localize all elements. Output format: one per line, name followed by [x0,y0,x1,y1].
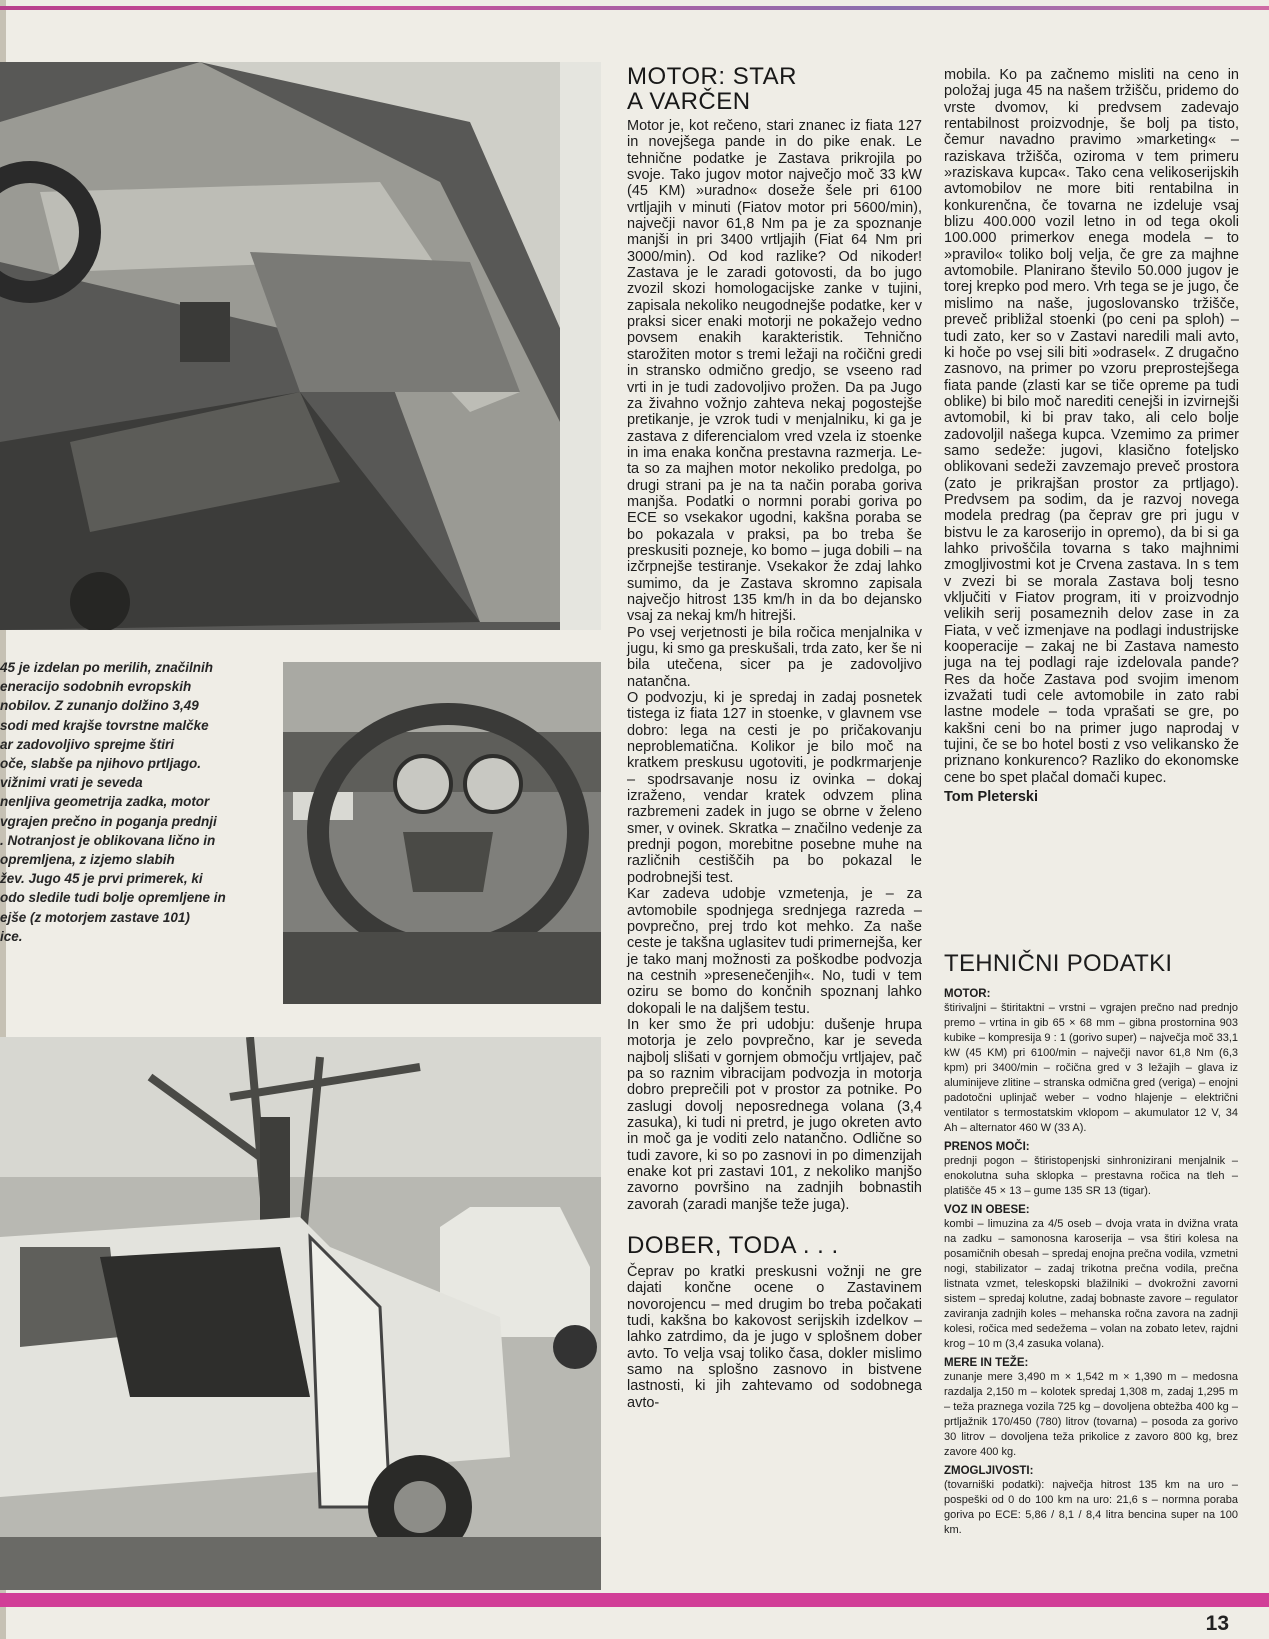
paragraph: Čeprav po kratki preskusni vožnji ne gre dajati končne ocene o Zastavinem novorojencu – med drugim bo treba počakati tudi, kakšna bo kakovost serijskih izdelkov – lahko zatrdimo, da je jugo v splošnem dober avto. To velja vsaj toliko časa, dokler mislimo samo na splošno zasnovo in bistvene lastnosti, ki jih zahtevamo od sodobnega avto- [627,1264,922,1411]
paragraph: mobila. Ko pa začnemo misliti na ceno in položaj juga 45 na našem tržišču, pridemo do vrste dvomov, ki predvsem zadevajo rentabilnost proizvodnje, še bolj pa tisto, čemur navadno pravimo »marketing« – raziskava tržišča, oziroma v tem primeru »raziskava kupca«. Tako cena velikoserijskih avtomobilov ne more biti rentabilna in konkurenčna, če tovarna ne izdeluje vsaj blizu 400.000 vozil letno in od tega okoli 100.000 primerkov enega modela – to »pravilo« toliko bolj velja, če gre za majhne avtomobile. Planirano število 50.000 jugov je torej krepko pod mero. Vrh tega se je jugo, če mislimo na naše, jugoslovansko tržišče, preveč približal stoenki (po ceni pa sploh) – tudi zato, ker so v Zastavi naredili mali avto, ki hoče po vsej sili biti »odrasel«. Z drugačno zasnovo, na primer po vzoru preprostejšega fiata pande (zlasti kar se tiče opreme pa tudi oblike) bi bilo moč narediti cenejši in izvirnejši avtomobil, ki bi prav tako, ali celo bolje zadovoljil našega kupca. Vzemimo za primer samo sedeže: jugovi, klasično foteljsko oblikovani sedeži zavzemajo preveč prostora (zato je prikrajšan prostor za prtljago). Predvsem pa sodim, da je razvoj novega modela predrag (pa čeprav gre pri jugu v bistvu le za karoserijo in opremo), da bi si ga lahko privoščila tovarna s tako majhnimi zmogljivostmi kot je Crvena zastava. In s tem v zvezi bi se morala Zastava bolj tesno vključiti v Fiatov program, iti v proizvodnjo velikih serij posameznih delov zase in za Fiata, v več izmenjave na podlagi industrijske kooperacije – zakaj ne bi Zastava namesto juga na tej podlagi raje izdelovala pande? Res da hoče Zastava pod svojim imenom izvažati tudi cele avtomobile in zato rabi lastne modele – toda vprašati se gre, po kakšni ceni bo na primer jugo naprodaj v tujini, če se bo hotel bosti z vso velikansko že priznano konkurenco? Razliko do ekonomske cene bo spet plačal domači kupec. [944,67,1239,786]
tech-heading: PRENOS MOČI: [944,1141,1030,1153]
caption-line: opremljena, z izjemo slabih [0,852,175,868]
caption-line: oče, slabše pa njihovo prtljago. [0,756,202,772]
caption-line: vižnimi vrati je seveda [0,775,143,791]
tech-heading: VOZ IN OBESE: [944,1204,1030,1216]
paragraph: Po vsej verjetnosti je bila ročica menjalnika v jugu, ki smo ga preskušali, trda zato, ker še ni bila utečena, sicer pa je zadovoljivo natančna. [627,624,922,690]
steering-wheel-photo [283,662,601,1004]
caption-line: sodi med krajše tovrstne malčke [0,717,209,733]
tech-heading: MOTOR: [944,988,991,1000]
paragraph: O podvozju, ki je spredaj in zadaj posnetek tistega iz fiata 127 in stoenke, v glavnem vse dobro: lega na cesti je po pričakovanju neproblematična. Kolikor je bilo moč na kratkem preskusu ugotoviti, je podkrmarjenje – spodrsavanje nosu iz ovinka – dokaj izraženo, vendar kratek odvzem plina razbremeni zadek in jugo se obrne v želeno smer, v ovinek. Skratka – značilno vedenje za prednji pogon, morebitne posebne muhe na različnih cestiščih pa bo pokazal le podrobnejši test. [627,690,922,886]
tech-text: prednji pogon – štiristopenjski sinhronizirani menjalnik – enokolutna suha sklopka – prestavna ročica na tleh – platišče 45 × 13 – gume 135 SR 13 (tigar). [944,1155,1238,1197]
caption-line: nobilov. Z zunanjo dolžino 3,49 [0,698,199,714]
tech-text: štirivaljni – štiritaktni – vrstni – vgrajen prečno nad prednjo premo – vrtina in gib 65 × 68 mm – gibna prostornina 903 kubike – kompresija 9 : 1 (gorivo super) – največja moč 33,1 kW (45 KM) pri 6100/min – največji navor 61,8 Nm (6,3 kpm) pri 3400/min – ročična gred v 3 ležajih – glava iz aluminijeve zlitine – stranska odmična gred (veriga) – enojni padotočni uplinjač weber – vodno hlajenje – električni ventilator s termostatskim vklopom – akumulator 12 V, 34 Ah – alternator 460 W (33 A). [944,1002,1238,1134]
author-name: Tom Pleterski [944,789,1039,806]
page-number: 13 [1205,1612,1229,1635]
article-column-1 [627,64,922,1411]
heading-line: A VARČEN [627,88,751,115]
caption-line: odo sledile tudi bolje opremljene in [0,890,226,906]
caption-line: ejše (z motorjem zastave 101) [0,909,190,925]
bottom-color-bar [0,1593,1269,1607]
caption-line: vgrajen prečno in poganja prednji [0,813,217,829]
caption-line: eneracijo sodobnih evropskih [0,679,192,695]
top-color-bar [0,6,1269,10]
technical-data [944,950,1238,1538]
tech-title: TEHNIČNI PODATKI [944,950,1173,977]
caption-line: 45 je izdelan po merilih, značilnih [0,660,214,675]
tech-heading: MERE IN TEŽE: [944,1357,1029,1369]
paragraph: Kar zadeva udobje vzmetenja, je – za avtomobile spodnjega srednjega razreda – povprečno, prej trdo kot mehko. Za naše ceste je takšna uglasitev tudi primernejša, ker je tako manj možnosti za poškodbe podvozja na cestnih »presenečenjih«. No, tudi v tem oziru se bomo do končnih spoznanj lahko dokopali le na daljšem testu. [627,886,922,1017]
dashboard-photo [0,62,601,630]
tech-text: kombi – limuzina za 4/5 oseb – dvoja vrata in dvižna vrata na zadku – samonosna karoserija – vsa štiri kolesa na posamičnih obesah – spredaj enojna prečna vodila, vzmetni nogi, stabilizator – zadaj trikotna prečna vodila, prečna listnata vzmet, teleskopski blažilniki – dvokrožni zavorni sistem – spredaj kolutne, zadaj bobnaste zavore – regulator zaviranja zadnjih koles – mehanska ročna zavora na zadnji kolesi, ročica med sedežema – volan na zobato letev, rajdni krog – 10 m (3,4 zasuka volana). [944,1218,1238,1350]
caption-line: žev. Jugo 45 je prvi primerek, ki [0,871,203,887]
caption-line: nenljiva geometrija zadka, motor [0,794,210,810]
heading-line: MOTOR: STAR [627,63,797,90]
section-heading [627,64,922,114]
section-heading: DOBER, TODA . . . [627,1232,839,1260]
tech-text: zunanje mere 3,490 m × 1,542 m × 1,390 m – medosna razdalja 2,150 m – kolotek spredaj 1,308 m, zadaj 1,295 m – teža praznega vozila 725 kg – dovoljena obtežba 400 kg – prtljažnik 170/450 (780) litrov (tovarna) – posoda za gorivo 30 litrov – dovoljena teža prikolice z zavoro 800 kg, brez zavore 400 kg. [944,1371,1238,1458]
caption-line: ice. [0,928,23,944]
caption-line: . Notranjost je oblikovana lično in [0,832,216,848]
car-side-photo [0,1037,601,1590]
paragraph: Motor je, kot rečeno, stari znanec iz fiata 127 in novejšega pande in do pike enak. Le tehnične podatke je Zastava prikrojila po svoje. Tako jugov motor največjo moč 33 kW (45 KM) »uradno« doseže šele pri 6100 vrtljajih v minuti (Fiatov motor pri 5600/min), največji navor 61,8 Nm pa je za spoznanje manjši in pri 3400 vrtljajih (Fiat 64 Nm pri 3000/min). Od kod razlike? Od nikoder! Zastava je le zaradi gotovosti, da bo jugo zvozil skozi homologacijske zanke v tujini, zapisala nekoliko neugodnejše podatke, ker v praksi sicer enaki motorji ne pokažejo vedno povsem enakih karakteristik. Tehnično starožiten motor s tremi ležaji na ročični gredi in stransko odmično gredjo, se vseeno rad vrti in je tudi zadovoljivo prožen. Da pa Jugo za živahno vožnjo zahteva nekaj pogostejše pretikanje, je vzrok tudi v menjalniku, ki ga je zastava z diferencialom vred vzela iz stoenke in ima enaka končna prestavna razmerja. Le-ta so za majhen motor nekoliko predolga, po drugi strani pa je na ta način poraba goriva manjša. Podatki o normni porabi goriva po ECE so vsekakor ugodni, kakšna poraba se bo pokazala v praksi, pa bo treba še preskusiti pozneje, ko bomo – juga dobili – na izčrpnejše testiranje. Vsekakor že zdaj lahko sumimo, da je Zastava skromno zapisala največjo hitrost 135 km/h in da bo dejansko vsaj za nekaj km/h hitrejši. [627,118,922,625]
paragraph: In ker smo že pri udobju: dušenje hrupa motorja je zelo povprečno, kar je seveda najbolj slišati v gornjem območju vrtljajev, pač pa so raznim vibracijam podvozja in motorja dobro preprečili pot v prostor za potnike. Po zaslugi dovolj neposrednega volana (3,4 zasuka), ki tudi ni pretrd, je jugo okreten avto in moč ga je voditi zelo natančno. Odlične so tudi zavore, ki so po zasnovi in po dimenzijah enake kot pri zastavi 101, z nekoliko manjšo zavorno površino na zadnjih bobnastih zavorah (zaradi manjše teže juga). [627,1016,922,1213]
photo-caption [0,658,262,946]
tech-text: (tovarniški podatki): največja hitrost 135 km na uro – pospeški od 0 do 100 km na uro: 21,6 s – normna poraba goriva po ECE: 5,86 / 8,1 / 8,4 litra bencina super na 100 km. [944,1479,1238,1536]
caption-line: ar zadovoljivo sprejme štiri [0,736,175,752]
article-column-2 [944,67,1239,805]
tech-heading: ZMOGLJIVOSTI: [944,1465,1034,1477]
